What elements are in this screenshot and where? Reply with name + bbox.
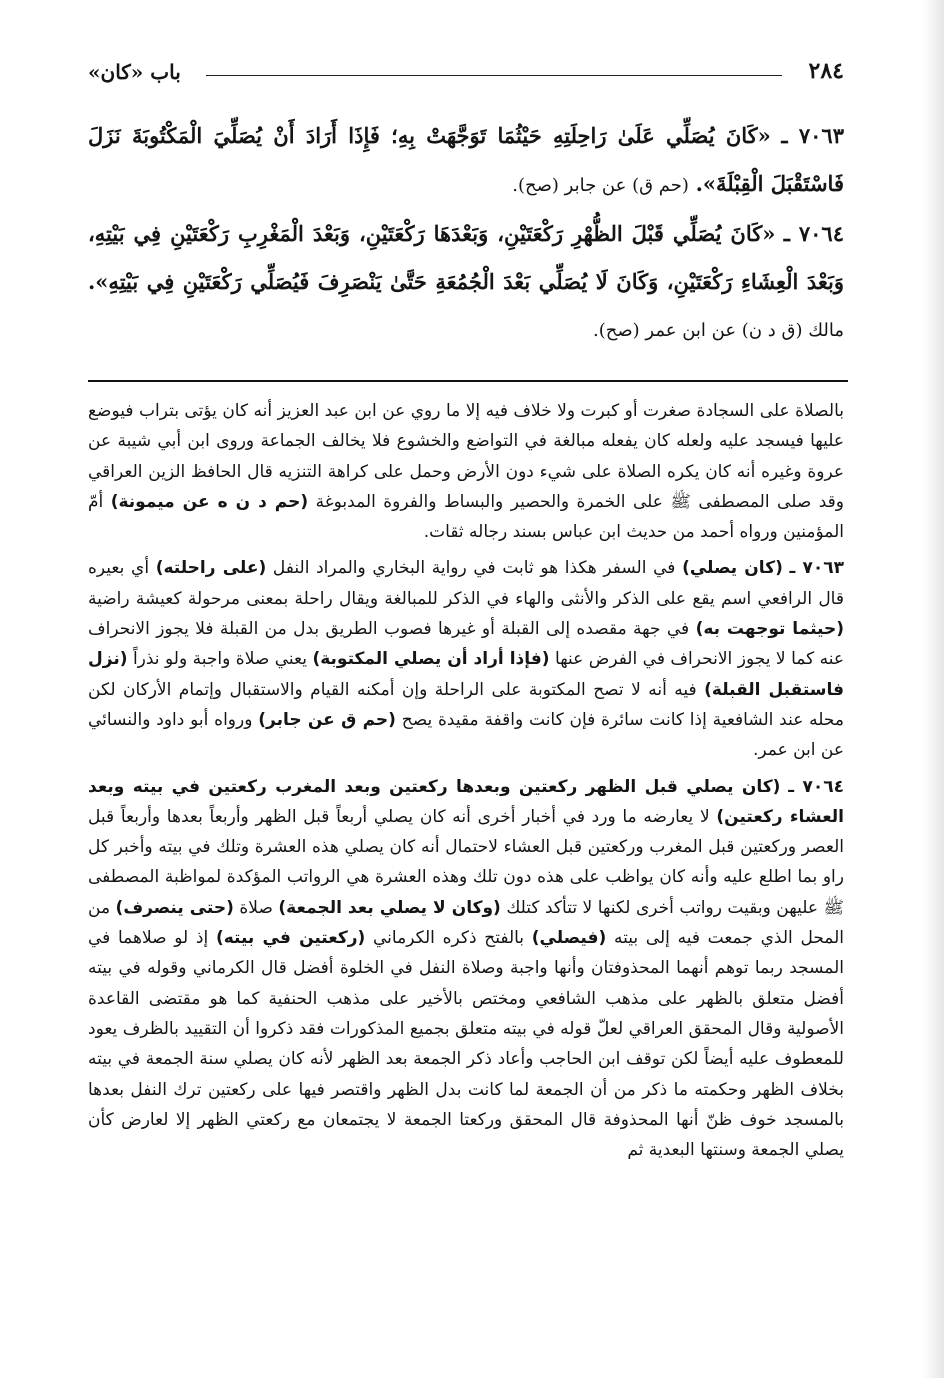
chapter-title: باب «كان» [88,60,181,84]
source-reference: (حم ق عن جابر) [258,709,396,730]
quoted-phrase: (نزل فاستقبل القبلة) [88,649,845,700]
quoted-phrase: (كان يصلي قبل الظهر ركعتين وبعدها ركعتين وبعد المغرب ركعتين في بيته وبعد العشاء ركعتين) [88,776,844,827]
scan-edge-shadow [922,0,944,1378]
hadith-7063 [88,112,844,209]
hadith-7064 [88,210,844,354]
source-reference: (حم د ن ه عن ميمونة) [110,491,309,512]
commentary-paragraph-7064: ٧٠٦٤ ـ (كان يصلي قبل الظهر ركعتين وبعدها ركعتين وبعد المغرب ركعتين في بيته وبعد العشاء ركعتين) لا يعارضه ما ورد في أخبار أخرى أنه كان يصلي أربعاً قبل الظهر وأربعاً بعدها وأربعاً قبل العصر وركعتين قبل المغرب وركعتين قبل العشاء لاحتمال أنه كان يصلي هذه العشرة وتلك في بيته وأخبر كل راو بما اطلع عليه وأنه كان يواظب على هذه دون تلك وهذه العشرة هي الرواتب المؤكدة لمواظبة المصطفى ﷺ عليهن وبقيت رواتب أخرى لكنها لا تتأكد كتلك (وكان لا يصلي بعد الجمعة) صلاة (حتى ينصرف) من المحل الذي جمعت فيه إلى بيته (فيصلي) بالفتح ذكره الكرماني (ركعتين في بيته) إذ لو صلاهما في المسجد ربما توهم أنهما المحذوفتان وأنها واجبة وصلاة النفل في الخلوة أفضل قال الكرماني وقوله في بيته أفضل متعلق بالظهر على مذهب الشافعي ومختص بالأخير على مذهب الحنفية كما هو مقتضى القاعدة الأصولية وقال المحقق العراقي لعلّ قوله في بيته متعلق بجميع المذكورات فقد ذكروا أن التقييد بالظرف يعود للمعطوف عليه أيضاً لكن توقف ابن الحاجب وأعاد ذكر الجمعة بعد الظهر لأنه كان يصلي سنة الجمعة في بيته بخلاف الظهر وحكمته ما ذكر من أن الجمعة لما كانت بدل الظهر واقتصر فيها على ركعتين ترك النفل بعدها بالمسجد خوف ظنّ أنها المحذوفة قال المحقق وركعتا الجمعة لا يجتمعان مع ركعتي الظهر إلا لعارض كأن يصلي الجمعة وسنتها البعدية ثم [88,776,845,1161]
quoted-phrase: (فيصلي) [531,928,607,949]
quoted-phrase: (حيثما توجهت به) [695,619,844,640]
paragraph-number: ٧٠٦٤ ـ [788,776,844,797]
quoted-phrase: (حتى ينصرف) [115,897,234,918]
footnote-divider [88,380,848,382]
page-number: ٢٨٤ [808,58,844,84]
commentary-paragraph-7063: ٧٠٦٣ ـ (كان يصلي) في السفر هكذا هو ثابت في رواية البخاري والمراد النفل (على راحلته) أي بعيره قال الرافعي اسم يقع على الذكر والأنثى والهاء في الذكر للمبالغة ويقال راحلة بمعنى مرحولة كعيشة راضية (حيثما توجهت به) في جهة مقصده إلى القبلة أو غيرها فصوب الطريق بدل من القبلة فلا يجوز الانحراف عنه كما لا يجوز الانحراف في الفرض عنها (فإذا أراد أن يصلي المكتوبة) يعني صلاة واجبة ولو نذراً (نزل فاستقبل القبلة) فيه أنه لا تصح المكتوبة على الراحلة وإن أمكنه القيام والاستقبال وإتمام الأركان لكن محله عند الشافعية إذا كانت سائرة فإن كانت واقفة مقيدة يصح (حم ق عن جابر) ورواه أبو داود والنسائي عن ابن عمر. [88,558,845,761]
page-header [88,58,844,92]
quoted-phrase: (كان يصلي) [682,558,783,579]
quoted-phrase: (وكان لا يصلي بعد الجمعة) [278,897,501,918]
paragraph-number: ٧٠٦٣ ـ [789,558,845,579]
hadith-source: (حم ق) عن جابر (صح). [512,175,689,196]
quoted-phrase: (ركعتين في بيته) [215,928,366,949]
commentary-section [88,396,844,1165]
hadith-text: «كَانَ يُصَلِّي عَلَىٰ رَاحِلَتِهِ حَيْثُمَا تَوَجَّهَتْ بِهِ؛ فَإِذَا أَرَادَ أَنْ يُصَلِّيَ الْمَكْتُوبَةَ نَزَلَ فَاسْتَقْبَلَ الْقِبْلَةَ». [88,123,844,196]
commentary-paragraph-continued: بالصلاة على السجادة صغرت أو كبرت ولا خلاف فيه إلا ما روي عن ابن عبد العزيز أنه كان يؤتى بتراب فيوضع عليها فيسجد عليه ولعله كان يفعله مبالغة في التواضع والخشوع فلا يخالف الجماعة وروى ابن أبي شيبة عن عروة وغيره أنه كان يكره الصلاة على شيء دون الأرض وحمل على كراهة التنزيه قال الحافظ الزين العراقي وقد صلى المصطفى ﷺ على الخمرة والحصير والبساط والفروة المدبوغة (حم د ن ه عن ميمونة) أمّ المؤمنين ورواه أحمد من حديث ابن عباس بسند رجاله ثقات. [88,401,845,543]
hadith-number: ٧٠٦٤ ـ [783,221,844,246]
quoted-phrase: (على راحلته) [155,558,267,579]
hadith-source: مالك (ق د ن) عن ابن عمر (صح). [593,320,844,341]
hadith-text: «كَانَ يُصَلِّي قَبْلَ الظُّهْرِ رَكْعَتَيْنِ، وَبَعْدَهَا رَكْعَتَيْنِ، وَبَعْدَ الْمَغْرِبِ رَكْعَتَيْنِ فِي بَيْتِهِ، وَبَعْدَ الْعِشَاءِ رَكْعَتَيْنِ، وَكَانَ لَا يُصَلِّي بَعْدَ الْجُمُعَةِ حَتَّىٰ يَنْصَرِفَ فَيُصَلِّي رَكْعَتَيْنِ فِي بَيْتِهِ». [88,221,844,294]
hadith-number: ٧٠٦٣ ـ [781,123,844,148]
quoted-phrase: (فإذا أراد أن يصلي المكتوبة) [312,649,550,670]
header-rule [206,75,782,76]
